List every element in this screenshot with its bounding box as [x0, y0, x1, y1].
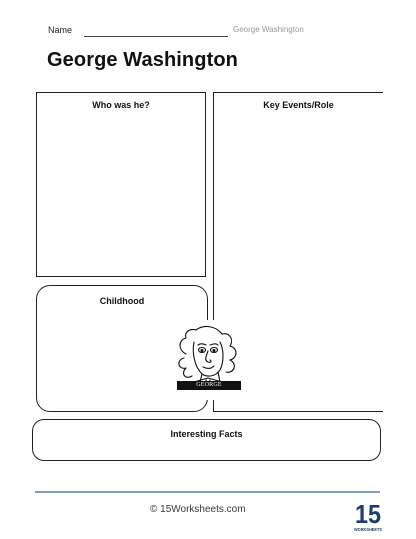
worksheets-logo-icon: [353, 496, 383, 536]
footer-divider: [35, 491, 380, 493]
interesting-facts-box[interactable]: [32, 419, 381, 461]
footer-site[interactable]: © 15Worksheets.com: [150, 504, 246, 515]
portrait-caption: GEORGE WASHINGTON: [177, 381, 241, 390]
key-events-label: Key Events/Role: [263, 100, 334, 110]
logo-word: WORKSHEETS: [354, 527, 382, 532]
who-was-he-box[interactable]: [36, 92, 206, 277]
page-title: George Washington: [47, 49, 238, 71]
logo-number: 15: [355, 499, 381, 529]
interesting-facts-label: Interesting Facts: [170, 429, 243, 439]
childhood-label: Childhood: [99, 296, 145, 306]
who-was-he-label: Who was he?: [92, 100, 150, 110]
name-line[interactable]: [84, 36, 228, 37]
name-row: [48, 25, 308, 39]
name-label: Name: [48, 25, 73, 35]
name-hint: George Washington: [233, 25, 304, 34]
